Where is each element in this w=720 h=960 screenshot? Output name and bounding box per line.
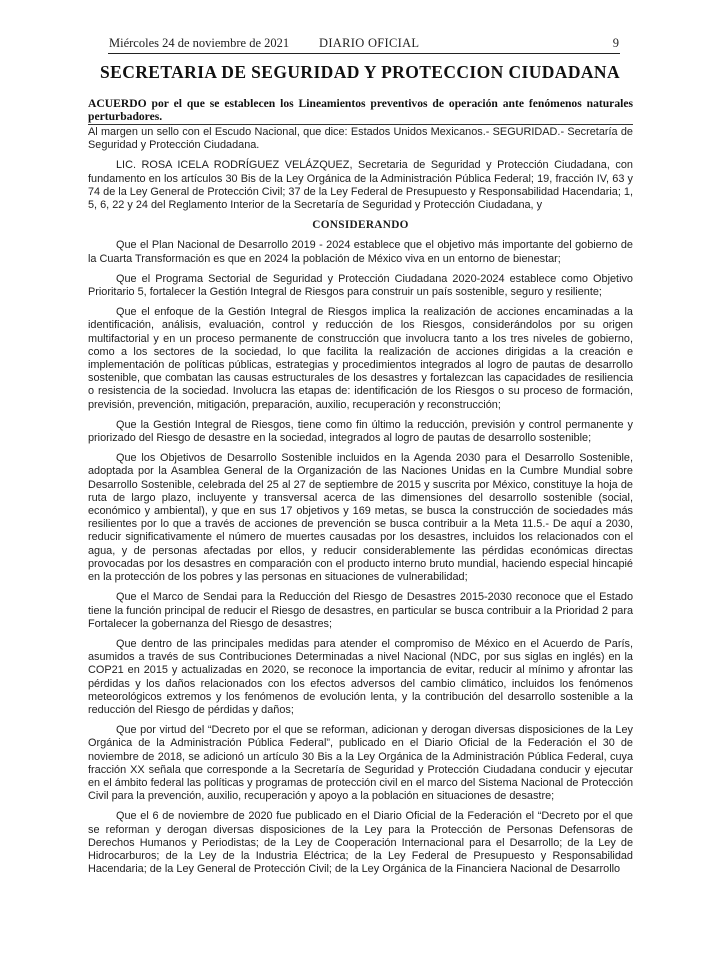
paragraph-signatory: LIC. ROSA ICELA RODRÍGUEZ VELÁZQUEZ, Secretaria de Seguridad y Protección Ciudadana, con fundamento en los artículos 30 Bis de la Ley Orgánica de la Administración Pública Federal; 19, fracción IV, 63 y 74 de la Ley General de Protección Civil; 37 de la Ley Federal de Presupuesto y Responsabilidad Hacendaria; 1, 5, 6, 22 y 24 del Reglamento Interior de la Secretaría de Seguridad y Protección Ciudadana, y [88,159,633,212]
considerando-heading: CONSIDERANDO [312,219,409,232]
paragraph: Que el Plan Nacional de Desarrollo 2019 - 2024 establece que el objetivo más importante del gobierno de la Cuarta Transformación es que en 2024 la población de México viva en un entorno de bienestar; [88,239,633,265]
header-journal: DIARIO OFICIAL [319,36,420,50]
title-rule [88,124,633,125]
document-body [88,126,633,883]
paragraph: Que los Objetivos de Desarrollo Sostenible incluidos en la Agenda 2030 para el Desarrollo Sostenible, adoptada por la Asamblea General de la Organización de las Naciones Unidas en la Cumbre Mundial sobre Desarrollo Sostenible, celebrada del 25 al 27 de septiembre de 2015 y suscrita por México, constituye la hoja de ruta de largo plazo, incluyente y transversal acerca de las dimensiones del desarrollo sostenible (social, económico y ambiental), y que en sus 17 objetivos y 169 metas, se busca la construcción de sociedades más resilientes por lo que a través de acciones de prevención se busca contribuir a la Meta 11.5.- De aquí a 2030, reducir significativamente el número de muertes causadas por los desastres, incluidos los relacionados con el agua, y de personas afectadas por ellos, y reducir considerablemente las pérdidas económicas directas provocadas por los desastres en comparación con el producto interno bruto mundial, haciendo especial hincapié en la protección de los pobres y las personas en situaciones de vulnerabilidad; [88,452,633,584]
paragraph: Que por virtud del “Decreto por el que se reforman, adicionan y derogan diversas disposiciones de la Ley Orgánica de la Administración Pública Federal”, publicado en el Diario Oficial de la Federación el 30 de noviembre de 2018, se adicionó un artículo 30 Bis a la Ley Orgánica de la Administración Pública Federal, cuya fracción XX señala que corresponde a la Secretaría de Seguridad y Protección Ciudadana conducir y ejecutar en el ámbito federal las políticas y programas de protección civil en el marco del Sistema Nacional de Protección Civil para la prevención, auxilio, recuperación y apoyo a la población en situaciones de desastre; [88,724,633,803]
paragraph: Que el Programa Sectorial de Seguridad y Protección Ciudadana 2020-2024 establece como Objetivo Prioritario 5, fortalecer la Gestión Integral de Riesgos para construir un país sostenible, seguro y resiliente; [88,272,633,299]
header-rule [108,53,620,54]
paragraph: Que el 6 de noviembre de 2020 fue publicado en el Diario Oficial de la Federación el “Decreto por el que se reforman y derogan diversas disposiciones de la Ley para la Protección de Personas Defensoras de Derechos Humanos y Periodistas; de la Ley de Cooperación Internacional para el Desarrollo; de la Ley de Hidrocarburos; de la Ley de la Industria Eléctrica; de la Ley Federal de Presupuesto y Responsabilidad Hacendaria; de la Ley General de Protección Civil; de la Ley Orgánica de la Financiera Nacional de Desarrollo [88,810,633,876]
paragraph: Que el Marco de Sendai para la Reducción del Riesgo de Desastres 2015-2030 reconoce que el Estado tiene la función principal de reducir el Riesgo de desastres, en particular se busca contribuir a la Prioridad 2 para Fortalecer la gobernanza del Riesgo de desastres; [88,591,633,630]
paragraph-seal: Al margen un sello con el Escudo Nacional, que dice: Estados Unidos Mexicanos.- SEGURIDAD.- Secretaría de Seguridad y Protección Ciudadana. [88,126,633,152]
header-page-number: 9 [612,36,619,50]
paragraph: Que la Gestión Integral de Riesgos, tiene como fin último la reducción, previsión y control permanente y priorizado del Riesgo de desastre en la sociedad, integrados al logro de pautas de desarrollo sostenible; [88,418,633,445]
paragraph: Que dentro de las principales medidas para atender el compromiso de México en el Acuerdo de París, asumidos a través de sus Contribuciones Determinadas a nivel Nacional (NDC, por sus siglas en inglés) en la COP21 en 2015 y actualizadas en 2020, se reconoce la importancia de evitar, reducir al mínimo y afrontar las pérdidas y los daños relacionados con los efectos adversos del cambio climático, incluidos los fenómenos meteorológicos extremos y los fenómenos de evolución lenta, y la contribución del desarrollo sostenible a la reducción del Riesgo de pérdidas y daños; [88,637,633,716]
header-date: Miércoles 24 de noviembre de 2021 [109,36,290,50]
section-heading: SECRETARIA DE SEGURIDAD Y PROTECCION CIUDADANA [100,62,620,82]
acuerdo-title: ACUERDO por el que se establecen los Lineamientos preventivos de operación ante fenómenos naturales perturbadores. [88,97,633,123]
paragraph: Que el enfoque de la Gestión Integral de Riesgos implica la realización de acciones encaminadas a la identificación, análisis, evaluación, control y reducción de los Riesgos, considerándolos por su origen multifactorial y en un proceso permanente de construcción que involucra tanto a los tres niveles de gobierno, como a los sectores de la sociedad, lo que facilita la realización de acciones dirigidas a la creación e implementación de políticas públicas, estrategias y procedimientos integrados al logro de pautas de desarrollo sostenible, que combatan las causas estructurales de los desastres y fortalezcan las capacidades de resiliencia o resistencia de la sociedad. Involucra las etapas de: identificación de los Riesgos o su proceso de formación, previsión, prevención, mitigación, preparación, auxilio, recuperación y reconstrucción; [88,306,633,411]
page-header [109,36,619,54]
